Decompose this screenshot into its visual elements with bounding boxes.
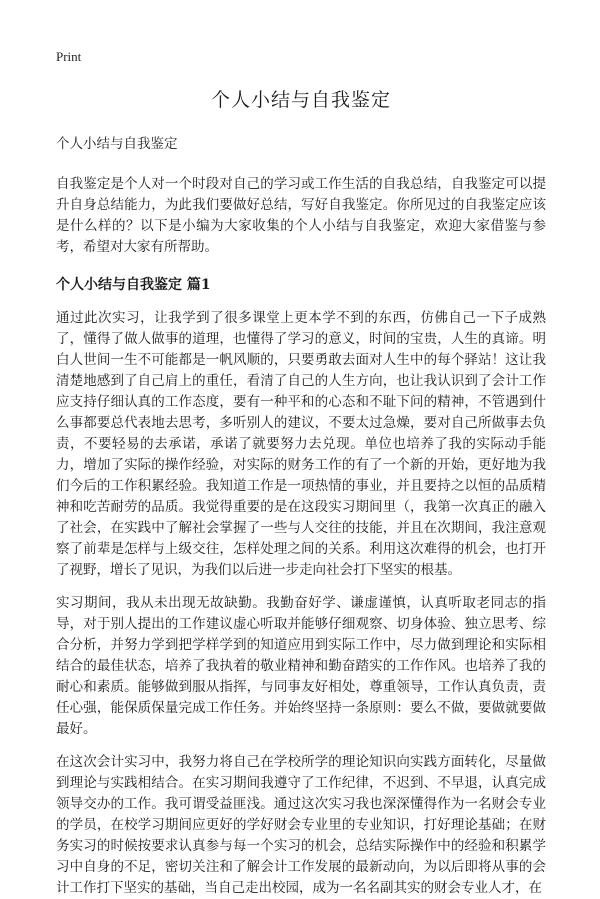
body-paragraph-3: 在这次会计实习中，我努力将自己在学校所学的理论知识向实践方面转化，尽量做到理论与实践相结合。在实习期间我遵守了工作纪律，不迟到、不早退，认真完成领导交办的工作。我可谓受益匪浅。通过这次实习我也深深懂得作为一名财会专业的学员，在校学习期间应更好的学好财会专业里的专业知识，打好理论基础；在财务实习的时候按要求认真参与每一个实习的机会，总结实际操作中的经验和积累学习中自身的不足，密切关注和了解会计工作发展的最新动向，为以后即将从事的会计工作打下坚实的基础，当自己走出校园，成为一名名副其实的财会专业人才，在 xyxy=(56,754,546,896)
document-title: 个人小结与自我鉴定 xyxy=(210,89,391,111)
document-subtitle: 个人小结与自我鉴定 xyxy=(56,136,178,152)
body-paragraph-1: 通过此次实习，让我学到了很多课堂上更本学不到的东西，仿佛自己一下子成熟了，懂得了做人做事的道理，也懂得了学习的意义，时间的宝贵，人生的真谛。明白人世间一生不可能都是一帆风顺的，只要勇敢去面对人生中的每个驿站！这让我清楚地感到了自己肩上的重任，看清了自己的人生方向，也让我认识到了会计工作应支持仔细认真的工作态度，要有一种平和的心态和不耻下问的精神，不管遇到什么事都要总代表地去思考，多听别人的建议，不要太过急燥，要对自己所做事去负责，不要轻易的去承诺，承诺了就要努力去兑现。单位也培养了我的实际动手能力，增加了实际的操作经验，对实际的财务工作的有了一个新的开始，更好地为我们今后的工作积累经验。我知道工作是一项热情的事业，并且要持之以恒的品质精神和吃苦耐劳的品质。我觉得重要的是在这段实习期间里（，我第一次真正的融入了社会，在实践中了解社会掌握了一些与人交往的技能，并且在次期间，我注意观察了前辈是怎样与上级交往，怎样处理之间的关系。利用这次难得的机会，也打开了视野，增长了见识，为我们以后进一步走向社会打下坚实的根基。 xyxy=(56,310,546,578)
print-link[interactable]: Print xyxy=(56,49,82,64)
section-heading: 个人小结与自我鉴定 篇1 xyxy=(56,277,211,293)
body-paragraph-2: 实习期间，我从未出现无故缺勤。我勤奋好学、谦虚谨慎，认真听取老同志的指导，对于别人提出的工作建议虚心听取并能够仔细观察、切身体验、独立思考、综合分析，并努力学到把学样学到的知道应用到实际工作中，尽力做到理论和实际相结合的最佳状态，培养了我执着的敬业精神和勤奋踏实的工作作风。也培养了我的耐心和素质。能够做到服从指挥，与同事友好相处，尊重领导，工作认真负责，责任心强，能保质保量完成工作任务。并始终坚持一条原则：要么不做，要做就要做最好。 xyxy=(56,595,546,737)
intro-paragraph: 自我鉴定是个人对一个时段对自己的学习或工作生活的自我总结，自我鉴定可以提升自身总结能力，为此我们要做好总结，写好自我鉴定。你所见过的自我鉴定应该是什么样的？以下是小编为大家收集的个人小结与自我鉴定，欢迎大家借鉴与参考，希望对大家有所帮助。 xyxy=(56,176,546,255)
